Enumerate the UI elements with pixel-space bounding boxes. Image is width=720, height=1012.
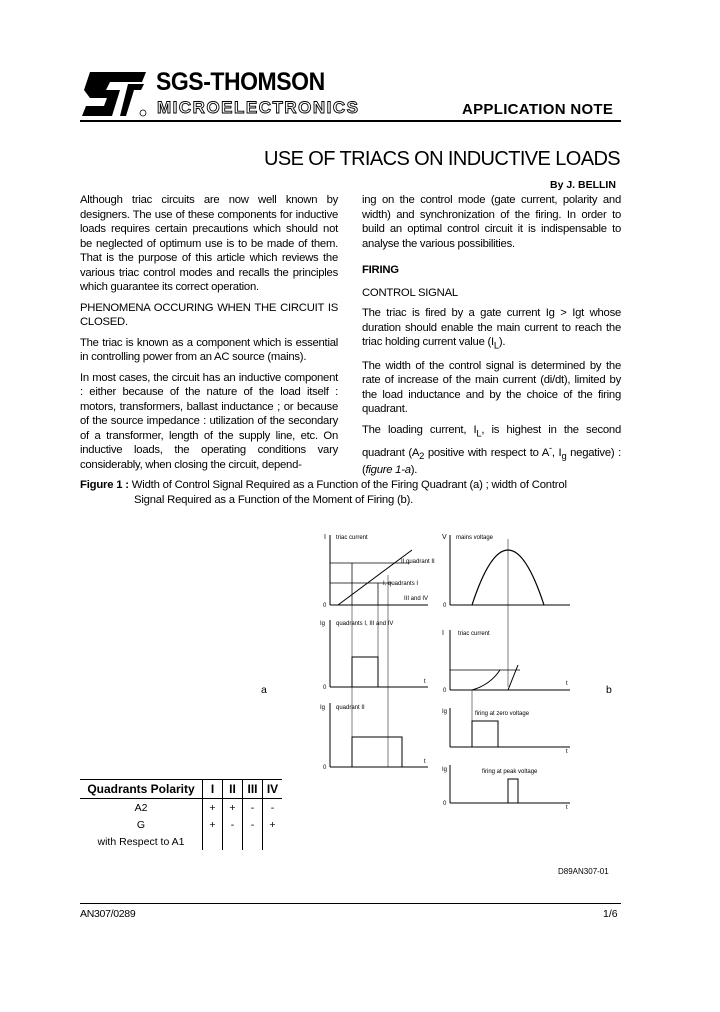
svg-text:V: V	[442, 534, 447, 541]
section-heading: PHENOMENA OCCURING WHEN THE CIRCUIT IS CLOSED.	[80, 301, 338, 328]
graph-a-quadrants-i-iii-iv	[320, 620, 428, 691]
table-row: G + - - +	[80, 816, 282, 833]
doc-number: AN307/0289	[80, 908, 136, 920]
table-row: with Respect to A1	[80, 833, 282, 850]
figure-label-a: a	[261, 684, 267, 696]
polarity-table	[80, 779, 282, 850]
graph-b-triac-current	[442, 630, 570, 694]
svg-text:t: t	[424, 679, 426, 685]
brand-name: SGS-THOMSON	[156, 68, 325, 96]
svg-text:t: t	[424, 759, 426, 765]
svg-text:I, quadrants I: I, quadrants I	[383, 581, 419, 587]
svg-text:Ig: Ig	[320, 705, 326, 711]
svg-text:III and IV: III and IV	[404, 596, 429, 602]
graph-a-quadrant-ii	[320, 703, 428, 771]
paragraph: Although triac circuits are now well known by designers. The use of these components for inductive loads requires certain precautions which should not be neglected of optimum use is to be made of them. That is the purpose of this article which reviews the various triac control modes and recalls the principles which guarantee its correct operation.	[80, 194, 338, 293]
table-row: A2 + + - -	[80, 799, 282, 817]
table-header-row: Quadrants Polarity I II III IV	[80, 780, 282, 799]
svg-text:mains voltage: mains voltage	[456, 535, 494, 541]
svg-text:quadrant II: quadrant II	[336, 705, 365, 711]
svg-text:0: 0	[323, 603, 327, 609]
figure-caption: Figure 1 : Width of Control Signal Required as a Function of the Firing Quadrant (a) ; width of Control Signal Required as a Function of the Moment of Firing (b).	[80, 479, 567, 506]
paragraph: The triac is fired by a gate current Ig > Igt whose duration should enable the main current to reach the triac holding current value $(I_L)$.	[362, 307, 621, 351]
svg-text:quadrants I, III and IV: quadrants I, III and IV	[336, 621, 394, 627]
paragraph: The triac is known as a component which is essential in controlling power from an AC source (mains).	[80, 336, 338, 363]
graph-a-triac-current	[323, 534, 435, 609]
page-number: 1/6	[603, 908, 618, 920]
svg-text:0: 0	[443, 801, 447, 807]
page-title: USE OF TRIACS ON INDUCTIVE LOADS	[264, 148, 621, 170]
svg-text:Ig: Ig	[442, 709, 448, 715]
svg-text:I: I	[442, 630, 444, 637]
svg-text:0: 0	[443, 603, 447, 609]
st-logo-icon	[80, 70, 148, 118]
left-column	[80, 193, 338, 478]
footer-rule	[80, 903, 621, 904]
paragraph: ing on the control mode (gate current, polarity and width) and synchronization of the firing. In order to build an optimal control circuit it is indispensable to analyse the various possibilities.	[362, 194, 621, 250]
paragraph: The loading current, $I_L$, is highest in the second quadrant ($A_2$ positive with respect to A-, $I_g$ negative) : (figure 1-a).	[362, 423, 621, 477]
svg-text:t: t	[566, 681, 568, 687]
figure-1-graphs	[300, 525, 600, 815]
header-rule	[80, 120, 621, 122]
brand-subtitle: MICROELECTRONICS	[157, 98, 360, 117]
svg-text:t: t	[566, 749, 568, 755]
svg-text:firing at zero voltage: firing at zero voltage	[475, 711, 530, 717]
section-heading: FIRING	[362, 264, 399, 276]
graph-b-firing-peak	[442, 765, 570, 811]
svg-text:triac current: triac current	[458, 631, 490, 637]
svg-text:I: I	[324, 534, 326, 541]
paragraph: The width of the control signal is determined by the rate of increase of the main current (di/dt), limited by the load inductance and by the choice of the firing quadrant.	[362, 359, 621, 416]
svg-text:t: t	[566, 805, 568, 811]
figure-code: D89AN307-01	[558, 867, 609, 876]
application-note-label: APPLICATION NOTE	[462, 101, 614, 118]
author: By J. BELLIN	[550, 179, 616, 191]
svg-text:0: 0	[323, 765, 327, 771]
subheading: CONTROL SIGNAL	[362, 286, 458, 299]
svg-text:0: 0	[443, 688, 447, 694]
right-column	[362, 193, 621, 484]
paragraph: In most cases, the circuit has an inductive component : either because of the nature of the load itself : motors, transformers, ballast inductance ; or because of the source impedance : utilization of the secondary of a transformer, length of the supply line, etc. On inductive loads, the operating conditions vary considerably, when closing the circuit, depend-	[80, 371, 338, 471]
svg-text:Ig: Ig	[442, 767, 448, 773]
svg-text:II quadrant II: II quadrant II	[401, 559, 435, 565]
svg-text:firing at peak voltage: firing at peak voltage	[482, 769, 538, 775]
svg-text:0: 0	[323, 685, 327, 691]
svg-text:Ig: Ig	[320, 621, 326, 627]
svg-text:triac current: triac current	[336, 535, 368, 541]
figure-label-b: b	[606, 684, 612, 696]
graph-b-firing-zero	[442, 690, 570, 755]
graph-b-mains-voltage	[442, 534, 570, 687]
